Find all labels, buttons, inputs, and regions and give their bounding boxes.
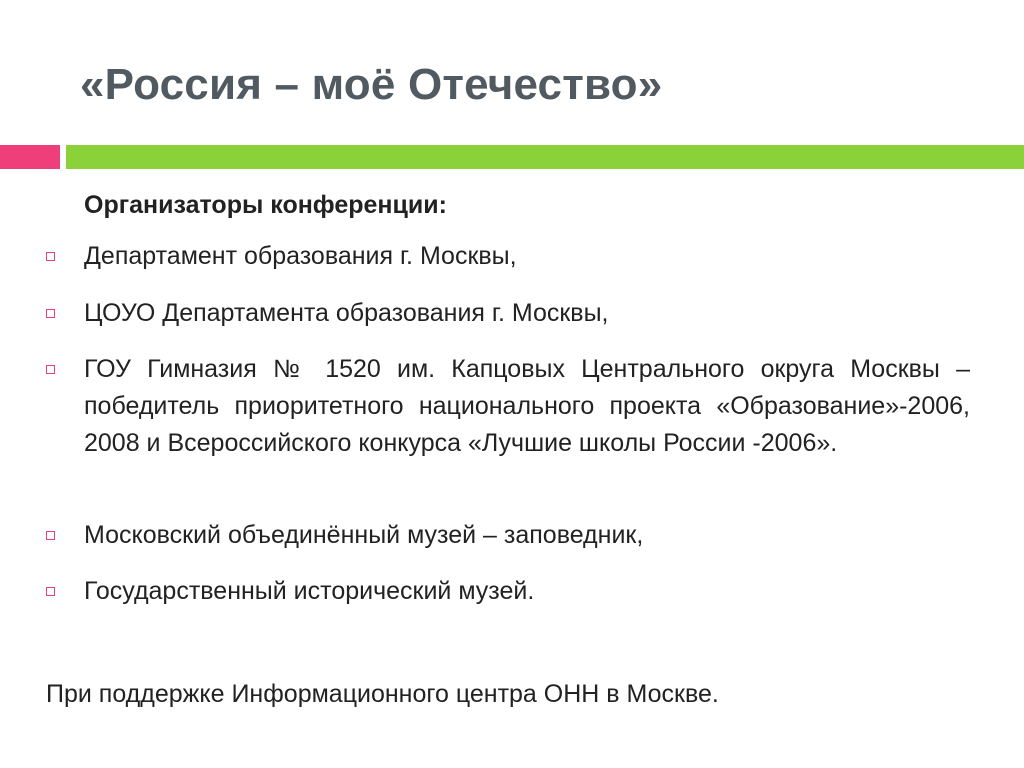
hollow-square-icon (46, 309, 55, 318)
organizer-text: ГОУ Гимназия № 1520 им. Капцовых Центрального округа Москвы – победитель приоритетного национального проекта «Образование»-2006, 2008 и Всероссийского конкурса «Лучшие школы России -2006». (84, 355, 970, 457)
hollow-square-icon (46, 252, 55, 261)
hollow-square-icon (46, 365, 55, 374)
slide-title: «Россия – моё Отечество» (80, 60, 663, 109)
list-item (0, 238, 970, 275)
hollow-square-icon (46, 531, 55, 540)
organizer-text: Департамент образования г. Москвы, (84, 242, 517, 270)
list-item (0, 573, 970, 610)
list-item (0, 295, 970, 332)
organizer-text: Московский объединённый музей – заповедник, (84, 521, 644, 549)
hollow-square-icon (46, 587, 55, 596)
list-item (0, 351, 970, 462)
support-note: При поддержке Информационного центра ОНН в Москве. (46, 680, 719, 708)
accent-bar-pink (0, 145, 60, 169)
organizers-heading: Организаторы конференции: (84, 191, 447, 219)
organizer-text: Государственный исторический музей. (84, 577, 535, 605)
list-item (0, 517, 970, 554)
organizer-text: ЦОУО Департамента образования г. Москвы, (84, 299, 609, 327)
accent-bar-green (66, 145, 1024, 169)
